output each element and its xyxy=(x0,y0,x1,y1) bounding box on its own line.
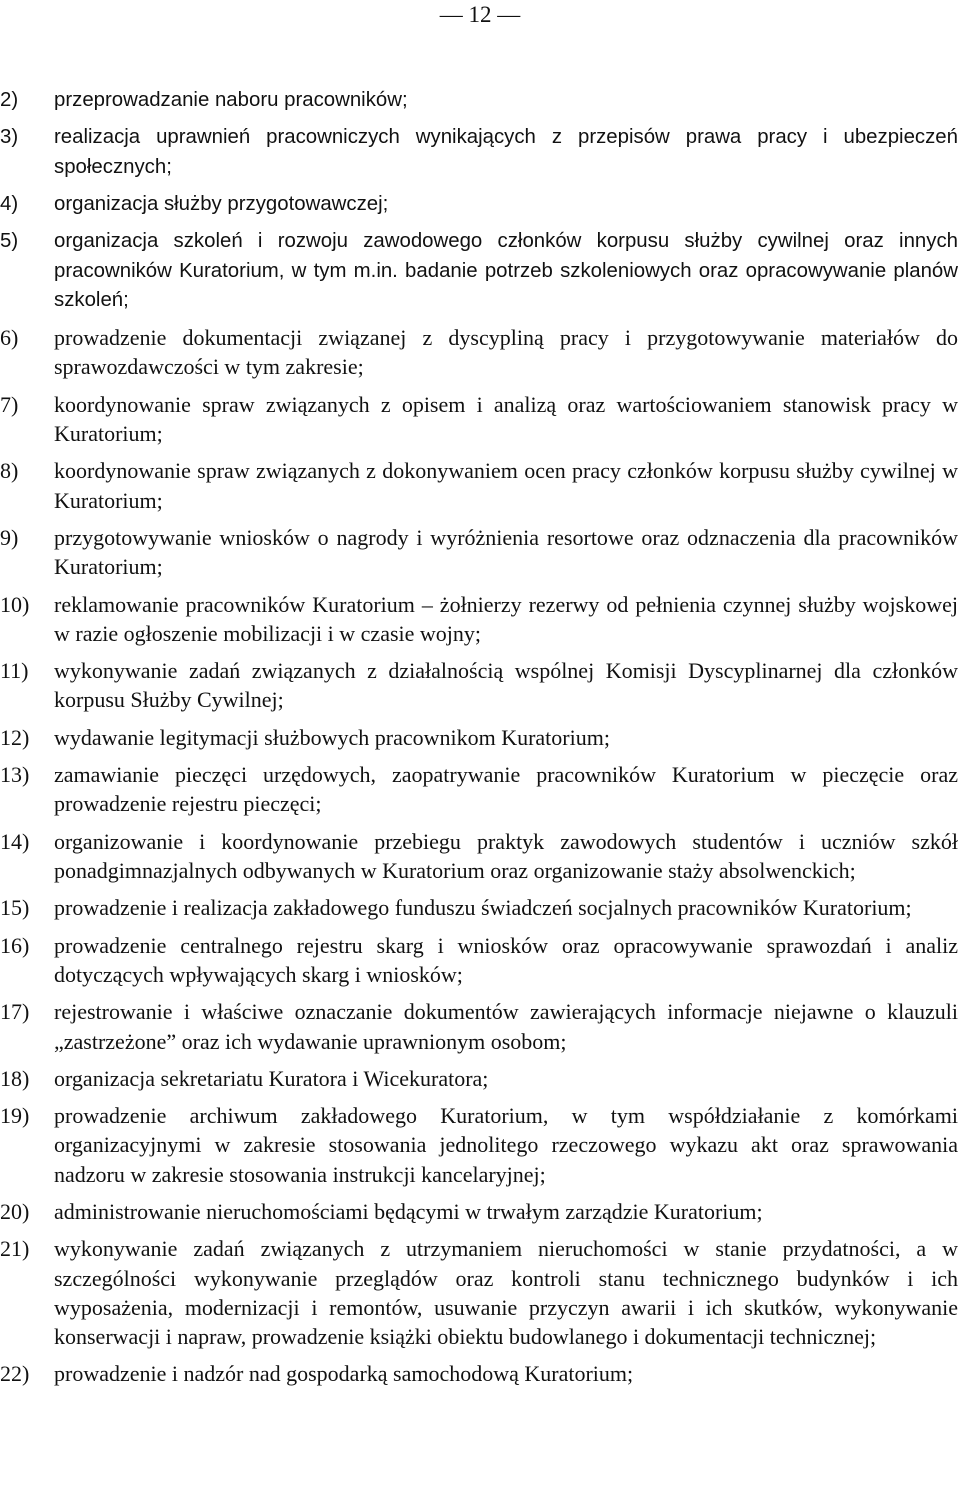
item-text: prowadzenie i realizacja zakładowego funduszu świadczeń socjalnych pracowników Kuratorium; xyxy=(54,895,912,921)
item-number: 20) xyxy=(0,1199,30,1225)
list-item xyxy=(0,190,958,219)
item-text: administrowanie nieruchomościami będącymi w trwałym zarządzie Kuratorium; xyxy=(54,1199,763,1225)
item-text: reklamowanie pracowników Kuratorium – żołnierzy rezerwy od pełnienia czynnej służby wojskowej w razie ogłoszenie mobilizacji i w czasie wojny; xyxy=(54,591,958,646)
item-text: koordynowanie spraw związanych z opisem i analizą oraz wartościowaniem stanowisk pracy w Kuratorium; xyxy=(54,391,958,446)
list-item xyxy=(0,1101,958,1189)
item-number: 8) xyxy=(0,458,19,484)
list-item xyxy=(0,893,958,922)
list-item xyxy=(0,760,958,818)
item-number: 22) xyxy=(0,1361,30,1387)
item-number: 4) xyxy=(0,192,19,215)
task-list xyxy=(0,86,958,1397)
list-item xyxy=(0,323,958,381)
list-item xyxy=(0,1064,958,1093)
page-number: — 12 — xyxy=(439,2,521,27)
item-number: 7) xyxy=(0,391,19,417)
list-item xyxy=(0,390,958,448)
list-item xyxy=(0,1234,958,1351)
list-item xyxy=(0,523,958,581)
item-text: koordynowanie spraw związanych z dokonywaniem ocen pracy członków korpusu służby cywilnej w Kuratorium; xyxy=(54,458,958,513)
list-item xyxy=(0,456,958,514)
item-text: wydawanie legitymacji służbowych pracownikom Kuratorium; xyxy=(54,724,610,750)
item-number: 17) xyxy=(0,999,30,1025)
item-text: przygotowywanie wniosków o nagrody i wyróżnienia resortowe oraz odznaczenia dla pracowników Kuratorium; xyxy=(54,524,958,580)
item-number: 3) xyxy=(0,126,19,149)
item-number: 16) xyxy=(0,932,30,958)
item-number: 2) xyxy=(0,89,19,111)
item-number: 9) xyxy=(0,524,19,550)
item-text: przeprowadzanie naboru pracowników; xyxy=(54,89,408,111)
item-number: 11) xyxy=(0,658,29,684)
item-text: organizowanie i koordynowanie przebiegu praktyk zawodowych studentów i uczniów szkół ponadgimnazjalnych odbywanych w Kuratorium oraz organizowanie staży absolwenckich; xyxy=(54,828,958,883)
list-item xyxy=(0,1197,958,1226)
item-text: organizacja sekretariatu Kuratora i Wicekuratora; xyxy=(54,1065,489,1091)
item-number: 14) xyxy=(0,828,30,854)
list-item xyxy=(0,827,958,885)
item-number: 12) xyxy=(0,724,30,750)
item-text: rejestrowanie i właściwe oznaczanie dokumentów zawierających informacje niejawne o klauzuli „zastrzeżone” oraz ich wydawanie uprawnionym osobom; xyxy=(54,999,958,1054)
item-text: wykonywanie zadań związanych z utrzymaniem nieruchomości w stanie przydatności, a w szczególności wykonywanie przeglądów oraz kontroli stanu technicznego budynków i ich wyposażenia, modernizacji i remontów, usuwanie przyczyn awarii i ich skutków, wykonywanie konserwacji i napraw, prowadzenie książki obiektu budowlanego i dokumentacji technicznej; xyxy=(54,1236,958,1350)
item-text: organizacja służby przygotowawczej; xyxy=(54,192,389,215)
item-text: prowadzenie archiwum zakładowego Kuratorium, w tym współdziałanie z komórkami organizacyjnymi w zakresie stosowania jednolitego rzeczowego wykazu akt oraz sprawowania nadzoru w zakresie stosowania instrukcji kancelaryjnej; xyxy=(54,1103,958,1187)
item-number: 13) xyxy=(0,762,30,788)
item-text: organizacja szkoleń i rozwoju zawodowego członków korpusu służby cywilnej oraz innych pracowników Kuratorium, w tym m.in. badanie potrzeb szkoleniowych oraz opracowywanie planów szkoleń; xyxy=(54,230,958,311)
item-text: prowadzenie dokumentacji związanej z dyscypliną pracy i przygotowywanie materiałów do sprawozdawczości w tym zakresie; xyxy=(54,325,958,380)
item-number: 19) xyxy=(0,1103,30,1129)
item-text: prowadzenie i nadzór nad gospodarką samochodową Kuratorium; xyxy=(54,1361,634,1387)
item-number: 21) xyxy=(0,1236,30,1262)
list-item xyxy=(0,1359,958,1388)
list-item xyxy=(0,590,958,648)
list-item xyxy=(0,86,958,115)
item-number: 5) xyxy=(0,230,19,253)
item-number: 6) xyxy=(0,325,19,351)
item-text: realizacja uprawnień pracowniczych wynikających z przepisów prawa pracy i ubezpieczeń społecznych; xyxy=(54,126,958,178)
list-item xyxy=(0,123,958,181)
list-item xyxy=(0,931,958,989)
item-number: 10) xyxy=(0,591,30,617)
list-item xyxy=(0,656,958,714)
item-text: zamawianie pieczęci urzędowych, zaopatrywanie pracowników Kuratorium w pieczęcie oraz prowadzenie rejestru pieczęci; xyxy=(54,762,958,817)
item-text: wykonywanie zadań związanych z działalnością wspólnej Komisji Dyscyplinarnej dla członków korpusu Służby Cywilnej; xyxy=(54,658,958,713)
item-number: 15) xyxy=(0,895,30,921)
list-item xyxy=(0,227,958,315)
list-item xyxy=(0,997,958,1055)
list-item xyxy=(0,723,958,752)
item-number: 18) xyxy=(0,1065,30,1091)
item-text: prowadzenie centralnego rejestru skarg i wniosków oraz opracowywanie sprawozdań i analiz dotyczących wpływających skarg i wniosków; xyxy=(54,932,958,987)
